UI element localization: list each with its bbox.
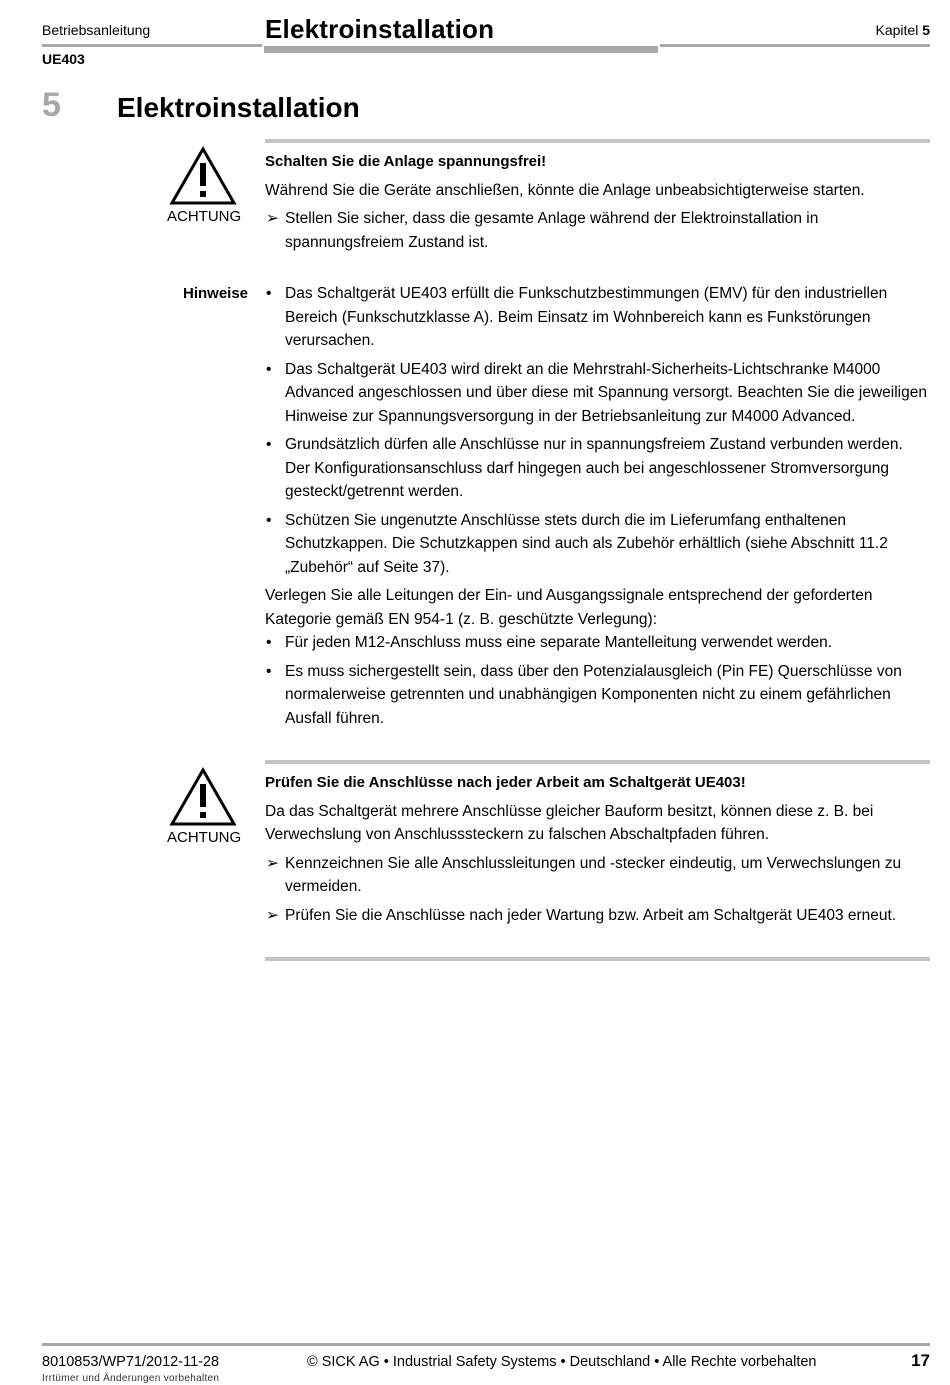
list-item (265, 509, 930, 580)
warning1-action (265, 207, 930, 254)
bullet-dot-icon: • (266, 285, 272, 302)
warning1-content (265, 150, 930, 254)
footer-rule (42, 1343, 930, 1346)
warning2-heading: Prüfen Sie die Anschlüsse nach jeder Arbeit am Schaltgerät UE403! (265, 774, 746, 791)
page-number: 17 (911, 1351, 930, 1370)
bullet-dot-icon: • (266, 511, 272, 529)
warning1-text: Während Sie die Geräte anschließen, könnte die Anlage unbeabsichtigterweise starten. (265, 181, 865, 199)
footer-doc-number: 8010853/WP71/2012-11-28 (42, 1354, 220, 1370)
footer-copyright: © SICK AG • Industrial Safety Systems • Deutschland • Alle Rechte vorbehalten (307, 1354, 817, 1370)
notes-bullet-1: Das Schaltgerät UE403 erfüllt die Funkschutzbestimmungen (EMV) für den industriellen Bereich (Funkschutzklasse A). Beim Einsatz im Wohnbereich kann es Funkstörungen verursachen. (285, 285, 888, 349)
wiring-intro: Verlegen Sie alle Leitungen der Ein- und Ausgangssignale entsprechend der geforderten Kategorie gemäß EN 954-1 (z. B. geschützte Verlegung): (265, 587, 873, 628)
header-section-title: Elektroinstallation (265, 14, 495, 44)
warning2-text: Da das Schaltgerät mehrere Anschlüsse gleicher Bauform besitzt, können diese z. B. bei Verwechslung von Anschlusssteckern zu falschen Abschaltpfaden führen. (265, 802, 874, 843)
arrow-right-icon: ➢ (266, 210, 279, 227)
warning-triangle-icon (169, 767, 237, 827)
warning2-action-text-1: Kennzeichnen Sie alle Anschlussleitungen und -stecker eindeutig, um Verwechslungen zu vermeiden. (285, 854, 902, 895)
warning1-label: ACHTUNG (167, 208, 242, 225)
list-item (265, 660, 930, 731)
list-item (265, 358, 930, 429)
warning1-top-rule (265, 139, 930, 143)
arrow-right-icon: ➢ (266, 854, 279, 872)
warning2-label: ACHTUNG (167, 829, 242, 846)
bullet-dot-icon: • (266, 634, 272, 651)
header-chapter-label: Kapitel (875, 22, 919, 38)
chapter-title: Elektroinstallation (117, 92, 360, 123)
bullet-dot-icon: • (266, 436, 272, 453)
bullet-dot-icon: • (266, 360, 272, 378)
warning2-top-rule (265, 760, 930, 764)
warning2-action-1 (265, 852, 930, 899)
warning2-sign (167, 767, 242, 846)
header-rule-left (42, 44, 262, 47)
notes-bullet-3: Grundsätzlich dürfen alle Anschlüsse nur in spannungsfreiem Zustand verbunden werden. Der Konfigurationsanschluss darf hingegen auch bei angeschlossener Stromversorgung gesteckt/getrennt werden. (285, 436, 903, 500)
notes-label: Hinweise (183, 285, 249, 302)
warning-triangle-icon (169, 146, 237, 206)
list-item (265, 433, 930, 504)
warning1-action-text: Stellen Sie sicher, dass die gesamte Anlage während der Elektroinstallation in spannungsfreiem Zustand ist. (285, 210, 819, 251)
header-doc-type: Betriebsanleitung (42, 22, 151, 38)
notes-bullet-4: Schützen Sie ungenutzte Anschlüsse stets durch die im Lieferumfang enthaltenen Schutzkappen. Die Schutzkappen sind auch als Zubehör erhältlich (siehe Abschnitt 11.2 „Zubehör“ auf Seite 37). (285, 511, 888, 576)
header-chapter-number: 5 (922, 22, 930, 38)
notes-content (265, 282, 930, 730)
list-item (265, 282, 930, 353)
arrow-right-icon: ➢ (266, 906, 279, 924)
warning2-action-text-2: Prüfen Sie die Anschlüsse nach jeder Wartung bzw. Arbeit am Schaltgerät UE403 erneut. (285, 906, 897, 924)
chapter-number: 5 (42, 86, 61, 124)
header-rule-right (660, 44, 930, 47)
warning2-content (265, 771, 930, 927)
bullet-dot-icon: • (266, 662, 272, 680)
header-chapter (876, 22, 931, 38)
wiring-bullet-1: Für jeden M12-Anschluss muss eine separate Mantelleitung verwendet werden. (285, 634, 833, 651)
warning1-sign (167, 146, 242, 225)
warning2-bottom-rule (265, 957, 930, 961)
wiring-bullet-2: Es muss sichergestellt sein, dass über den Potenzialausgleich (Pin FE) Querschlüsse von normalerweise getrennten und unabhängigen Komponenten nicht zu einem gefährlichen Ausfall führen. (285, 662, 902, 727)
notes-bullet-2: Das Schaltgerät UE403 wird direkt an die Mehrstrahl-Sicherheits-Lichtschranke M4000 Advanced angeschlossen und über diese mit Spannung versorgt. Beachten Sie die jeweiligen Hinweise zur Spannungsversorgung in der Betriebsanleitung zur M4000 Advanced. (285, 360, 927, 425)
warning2-action-2 (265, 904, 930, 928)
header-product: UE403 (42, 51, 85, 67)
header-rule-center (264, 46, 658, 53)
footer-disclaimer: Irrtümer und Änderungen vorbehalten (42, 1373, 220, 1384)
list-item (265, 631, 930, 655)
warning1-heading: Schalten Sie die Anlage spannungsfrei! (265, 153, 547, 170)
